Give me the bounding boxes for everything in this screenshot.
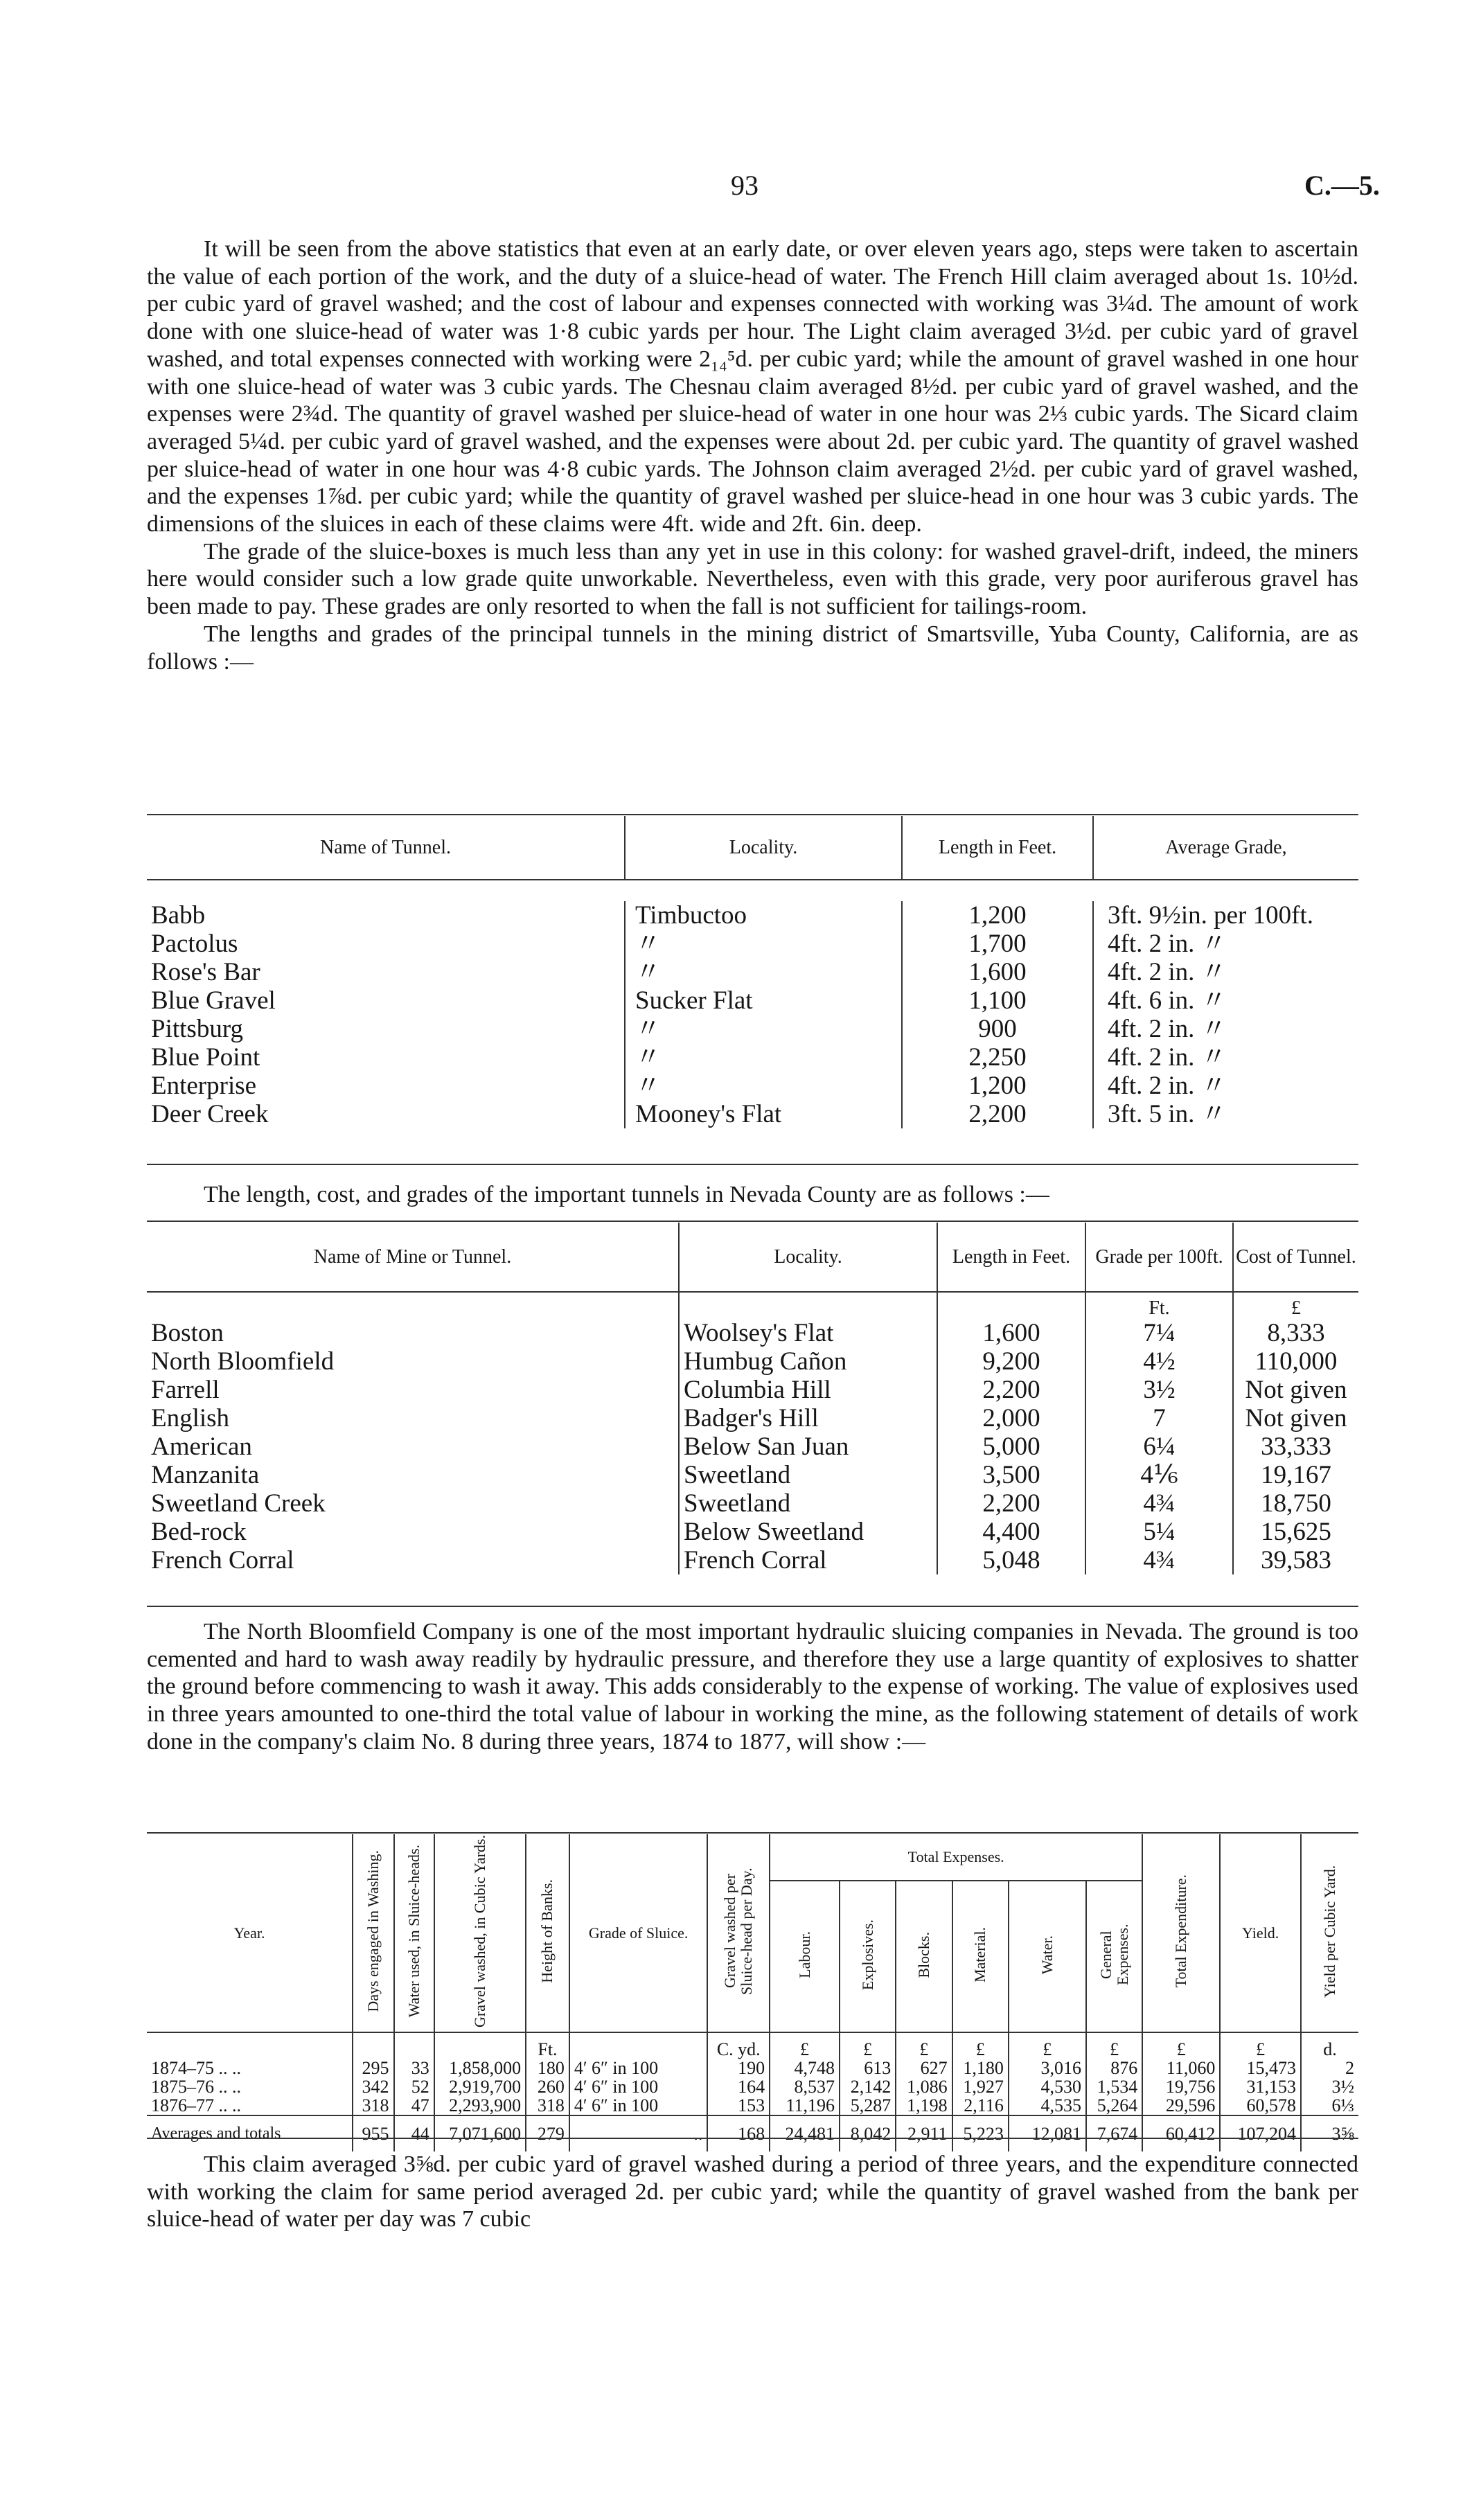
table-cell: 318 (353, 2096, 393, 2115)
grade: 4⅙ (1085, 1461, 1233, 1489)
column-header: Gravel washed per Sluice-head per Day. (721, 1867, 756, 1995)
units-row (147, 2032, 1358, 2059)
mine-name: Sweetland Creek (151, 1489, 326, 1518)
length-feet: 1,600 (937, 1319, 1085, 1347)
table-cell: 2 (1301, 2059, 1358, 2077)
unit-label (353, 2032, 393, 2059)
table-row (147, 1015, 1358, 1043)
locality: Timbuctoo (625, 901, 902, 930)
table-row (147, 986, 1358, 1015)
tunnel-name: Babb (151, 901, 206, 930)
table-cell: 1,858,000 (434, 2059, 526, 2077)
table-cell: 180 (526, 2059, 569, 2077)
table-cell: 15,473 (1220, 2059, 1301, 2077)
column-header: Locality. (625, 816, 902, 880)
table-cell: 1,180 (952, 2059, 1009, 2077)
totals-cell: Averages and totals (151, 2124, 281, 2143)
average-grade: 4ft. 2 in. 〃 (1093, 1043, 1358, 1072)
totals-cell: 107,204 (1220, 2115, 1301, 2151)
cost: 33,333 (1233, 1432, 1358, 1461)
mine-name: Boston (151, 1319, 224, 1347)
locality: 〃 (625, 958, 902, 986)
locality: Mooney's Flat (625, 1100, 902, 1128)
length-feet: 2,200 (937, 1376, 1085, 1404)
length-feet: 2,200 (902, 1100, 1093, 1128)
table-row (147, 1432, 1358, 1461)
length-feet: 1,600 (902, 958, 1093, 986)
table-cell: 613 (840, 2059, 896, 2077)
table-cell: 4,535 (1009, 2096, 1086, 2115)
totals-cell: 5,223 (952, 2115, 1009, 2151)
table-row (147, 930, 1358, 958)
table-cell: 4′ 6″ in 100 (569, 2096, 708, 2115)
column-header: Labour. (795, 1931, 813, 1978)
totals-cell: 12,081 (1009, 2115, 1086, 2151)
mine-name: English (151, 1404, 230, 1432)
totals-cell: 168 (707, 2115, 770, 2151)
grade: 5¼ (1085, 1518, 1233, 1546)
mine-name: American (151, 1432, 252, 1461)
table-cell: 11,196 (770, 2096, 840, 2115)
column-header: General Expenses. (1097, 1924, 1131, 1986)
unit-label: C. yd. (707, 2032, 770, 2059)
table-cell: 1876–77 .. .. (151, 2095, 241, 2116)
totals-cell: 2,911 (896, 2115, 952, 2151)
unit-label (569, 2032, 708, 2059)
locality: 〃 (625, 1015, 902, 1043)
locality: 〃 (625, 930, 902, 958)
table-row (147, 1489, 1358, 1518)
table-cell: 318 (526, 2096, 569, 2115)
paragraph: It will be seen from the above statistics that even at an early date, or over eleven years ago, steps were taken to ascertain the value of each portion of the work, and the duty of a sluice-head of water. The French Hill claim averaged about 1s. 10½d. per cubic yard of gravel washed; and the cost of labour and expenses connected with working was 3¼d. The amount of work done with one sluice-head of water was 1·8 cubic yards per hour. The Light claim averaged 3½d. per cubic yard of gravel washed, and total expenses connected with working were 2₁₄⁵d. per cubic yard; while the amount of gravel washed in one hour with one sluice-head of water was 3 cubic yards. The Chesnau claim averaged 8½d. per cubic yard of gravel washed, and the expenses were 2¾d. The quantity of gravel washed per sluice-head of water in one hour was 2⅓ cubic yards. The Sicard claim averaged 5¼d. per cubic yard of gravel washed, and the expenses were about 2d. per cubic yard. The quantity of gravel washed per sluice-head of water in one hour was 4·8 cubic yards. The Johnson claim averaged 2½d. per cubic yard of gravel washed, and the expenses 1⅞d. per cubic yard; while the quantity of gravel washed per sluice-head in one hour was 3 cubic yards. The dimensions of the sluices in each of these claims were 4ft. wide and 2ft. 6in. deep. (147, 236, 1358, 538)
length-feet: 1,100 (902, 986, 1093, 1015)
length-feet: 1,200 (902, 901, 1093, 930)
unit-label: Ft. (526, 2032, 569, 2059)
table-row (147, 1072, 1358, 1100)
unit-label: £ (1233, 1292, 1358, 1319)
locality: Sweetland (679, 1461, 937, 1489)
tunnel-name: Pactolus (151, 930, 238, 958)
table-cell: 190 (707, 2059, 770, 2077)
column-header: Explosives. (858, 1919, 876, 1991)
column-header: Water. (1038, 1935, 1056, 1975)
table-cell: 153 (707, 2096, 770, 2115)
length-feet: 900 (902, 1015, 1093, 1043)
table-cell: 19,756 (1142, 2077, 1220, 2096)
column-header: Total Expenditure. (1172, 1874, 1190, 1988)
mine-name: Farrell (151, 1376, 220, 1404)
totals-cell: 24,481 (770, 2115, 840, 2151)
units-row (147, 1292, 1358, 1319)
totals-cell: 955 (353, 2115, 393, 2151)
table-row (147, 1319, 1358, 1347)
unit-label: £ (952, 2032, 1009, 2059)
column-header: Height of Banks. (538, 1879, 556, 1983)
unit-label: £ (1142, 2032, 1220, 2059)
table-cell: 3½ (1301, 2077, 1358, 2096)
locality: Badger's Hill (679, 1404, 937, 1432)
table-cell: 1,086 (896, 2077, 952, 2096)
column-header: Water used, in Sluice-heads. (405, 1845, 423, 2018)
cost: 15,625 (1233, 1518, 1358, 1546)
unit-label (147, 2032, 353, 2059)
table-cell: 1874–75 .. .. (151, 2058, 241, 2079)
table-rule (147, 814, 1358, 815)
table-cell: 5,264 (1086, 2096, 1142, 2115)
locality: Humbug Cañon (679, 1347, 937, 1376)
tunnel-name: Blue Point (151, 1043, 260, 1072)
report-code: C.—5. (1304, 170, 1380, 201)
table-rule (147, 1221, 1358, 1222)
table-rule (147, 1164, 1358, 1165)
locality: Sweetland (679, 1489, 937, 1518)
unit-label: £ (770, 2032, 840, 2059)
table-cell: 164 (707, 2077, 770, 2096)
paragraph: The North Bloomfield Company is one of the most important hydraulic sluicing companies in Nevada. The ground is too cemented and hard to wash away readily by hydraulic pressure, and therefore they use a large quantity of explosives to shatter the ground before commencing to wash it away. This adds considerably to the expense of working. The value of explosives used in three years amounted to one-third the total value of labour in working the mine, as the following statement of details of work done in the company's claim No. 8 during three years, 1874 to 1877, will show :— (147, 1619, 1358, 1755)
intro-paragraphs (147, 236, 1358, 675)
mine-name: Manzanita (151, 1461, 260, 1489)
table-cell: 260 (526, 2077, 569, 2096)
average-grade: 3ft. 5 in. 〃 (1093, 1100, 1358, 1128)
grade: 7 (1085, 1404, 1233, 1432)
unit-label: £ (896, 2032, 952, 2059)
table-cell: 2,919,700 (434, 2077, 526, 2096)
average-grade: 4ft. 2 in. 〃 (1093, 1015, 1358, 1043)
paragraph: The grade of the sluice-boxes is much less than any yet in use in this colony: for washed gravel-drift, indeed, the miners here would consider such a low grade quite unworkable. Nevertheless, even with this grade, very poor auriferous gravel has been made to pay. These grades are only resorted to when the fall is not sufficient for tailings-room. (147, 538, 1358, 620)
column-header: Material. (971, 1926, 989, 1983)
paragraph: The lengths and grades of the principal tunnels in the mining district of Smartsville, Yuba County, California, are as follows :— (147, 621, 1358, 675)
locality: Below San Juan (679, 1432, 937, 1461)
cost: 39,583 (1233, 1546, 1358, 1574)
table-row (147, 1376, 1358, 1404)
totals-cell: 44 (394, 2115, 434, 2151)
grade: 3½ (1085, 1376, 1233, 1404)
table-cell: 1875–76 .. .. (151, 2077, 241, 2097)
length-feet: 4,400 (937, 1518, 1085, 1546)
length-feet: 2,250 (902, 1043, 1093, 1072)
unit-label: £ (1009, 2032, 1086, 2059)
locality: Columbia Hill (679, 1376, 937, 1404)
mine-name: Bed-rock (151, 1518, 247, 1546)
average-grade: 4ft. 2 in. 〃 (1093, 930, 1358, 958)
table-row (147, 2077, 1358, 2096)
tunnel-name: Blue Gravel (151, 986, 276, 1015)
unit-label (937, 1292, 1085, 1319)
column-header: Blocks. (914, 1931, 932, 1978)
unit-label (394, 2032, 434, 2059)
length-feet: 1,700 (902, 930, 1093, 958)
tunnel-name: Enterprise (151, 1072, 257, 1100)
table-cell: 52 (394, 2077, 434, 2096)
length-feet: 5,000 (937, 1432, 1085, 1461)
tunnel-name: Deer Creek (151, 1100, 269, 1128)
column-header: Gravel washed, in Cubic Yards. (470, 1835, 488, 2028)
column-header: Length in Feet. (902, 816, 1093, 880)
table-cell: 11,060 (1142, 2059, 1220, 2077)
grade: 4½ (1085, 1347, 1233, 1376)
table-cell: 31,153 (1220, 2077, 1301, 2096)
tunnel-name: Pittsburg (151, 1015, 243, 1043)
table-row (147, 1546, 1358, 1574)
unit-label (434, 2032, 526, 2059)
table-row (147, 1347, 1358, 1376)
average-grade: 3ft. 9½in. per 100ft. (1093, 901, 1358, 930)
north-bloomfield-claim-table (147, 1834, 1358, 2151)
locality: Woolsey's Flat (679, 1319, 937, 1347)
unit-label: Ft. (1085, 1292, 1233, 1319)
table-cell: 2,142 (840, 2077, 896, 2096)
table-cell: 4′ 6″ in 100 (569, 2077, 708, 2096)
column-header: Locality. (679, 1223, 937, 1292)
totals-cell: 8,042 (840, 2115, 896, 2151)
length-feet: 9,200 (937, 1347, 1085, 1376)
column-header: Yield. (1220, 1834, 1301, 2032)
smartsville-tunnels-table (147, 816, 1358, 1128)
grade: 7¼ (1085, 1319, 1233, 1347)
table-cell: 33 (394, 2059, 434, 2077)
totals-cell: 7,071,600 (434, 2115, 526, 2151)
closing-paragraph (147, 2151, 1358, 2233)
table-cell: 1,534 (1086, 2077, 1142, 2096)
north-bloomfield-paragraph (147, 1618, 1358, 1756)
table-cell: 8,537 (770, 2077, 840, 2096)
table-cell: 6⅓ (1301, 2096, 1358, 2115)
table-cell: 1,927 (952, 2077, 1009, 2096)
table-cell: 3,016 (1009, 2059, 1086, 2077)
column-group-header: Total Expenses. (770, 1834, 1142, 1881)
column-header: Grade of Sluice. (569, 1834, 708, 2032)
table-row (147, 1043, 1358, 1072)
table-row (147, 2059, 1358, 2077)
column-header: Grade per 100ft. (1085, 1223, 1233, 1292)
locality: Below Sweetland (679, 1518, 937, 1546)
grade: 4¾ (1085, 1489, 1233, 1518)
average-grade: 4ft. 2 in. 〃 (1093, 1072, 1358, 1100)
table-cell: 627 (896, 2059, 952, 2077)
length-feet: 2,200 (937, 1489, 1085, 1518)
table-rule (147, 1606, 1358, 1607)
table-cell: 4,748 (770, 2059, 840, 2077)
table-cell: 47 (394, 2096, 434, 2115)
grade: 6¼ (1085, 1432, 1233, 1461)
table-cell: 2,116 (952, 2096, 1009, 2115)
cost: 19,167 (1233, 1461, 1358, 1489)
table-rule (147, 2138, 1358, 2139)
mine-name: French Corral (151, 1546, 294, 1574)
table-cell: 342 (353, 2077, 393, 2096)
page-number: 93 (731, 170, 759, 201)
paragraph: The length, cost, and grades of the important tunnels in Nevada County are as follows :— (204, 1182, 1049, 1207)
length-feet: 3,500 (937, 1461, 1085, 1489)
tunnel-name: Rose's Bar (151, 958, 260, 986)
unit-label: £ (1086, 2032, 1142, 2059)
cost: 18,750 (1233, 1489, 1358, 1518)
column-header: Cost of Tunnel. (1233, 1223, 1358, 1292)
unit-label: £ (840, 2032, 896, 2059)
table-row (147, 1518, 1358, 1546)
table-cell: 4,530 (1009, 2077, 1086, 2096)
table-rule (147, 1832, 1358, 1834)
table-row (147, 1461, 1358, 1489)
column-header: Yield per Cubic Yard. (1320, 1865, 1338, 1998)
totals-cell: 7,674 (1086, 2115, 1142, 2151)
length-feet: 1,200 (902, 1072, 1093, 1100)
table-cell: 60,578 (1220, 2096, 1301, 2115)
cost: 8,333 (1233, 1319, 1358, 1347)
column-header: Name of Mine or Tunnel. (313, 1245, 512, 1268)
column-header: Days engaged in Washing. (364, 1850, 382, 2012)
column-header: Year. (233, 1924, 265, 1942)
cost: Not given (1233, 1376, 1358, 1404)
locality: 〃 (625, 1072, 902, 1100)
table-row (147, 1404, 1358, 1432)
column-header: Length in Feet. (937, 1223, 1085, 1292)
table-row (147, 901, 1358, 930)
table-cell: 29,596 (1142, 2096, 1220, 2115)
cost: Not given (1233, 1404, 1358, 1432)
paragraph: This claim averaged 3⅝d. per cubic yard of gravel washed during a period of three years, and the expenditure connected with working the claim for same period averaged 2d. per cubic yard; while the quantity of gravel washed from the bank per sluice-head of water per day was 7 cubic (147, 2151, 1358, 2233)
unit-label (679, 1292, 937, 1319)
totals-row (147, 2115, 1358, 2151)
table-cell: 2,293,900 (434, 2096, 526, 2115)
table-row (147, 1100, 1358, 1128)
length-feet: 2,000 (937, 1404, 1085, 1432)
locality: French Corral (679, 1546, 937, 1574)
grade: 4¾ (1085, 1546, 1233, 1574)
mine-name: North Bloomfield (151, 1347, 335, 1376)
table-cell: 5,287 (840, 2096, 896, 2115)
table-cell: 876 (1086, 2059, 1142, 2077)
unit-label: d. (1301, 2032, 1358, 2059)
table-cell: 1,198 (896, 2096, 952, 2115)
table-row (147, 2096, 1358, 2115)
locality: 〃 (625, 1043, 902, 1072)
locality: Sucker Flat (625, 986, 902, 1015)
column-header: Average Grade, (1093, 816, 1358, 880)
totals-cell: .. (569, 2115, 708, 2151)
table-cell: 295 (353, 2059, 393, 2077)
totals-cell: 279 (526, 2115, 569, 2151)
average-grade: 4ft. 6 in. 〃 (1093, 986, 1358, 1015)
totals-cell: 60,412 (1142, 2115, 1220, 2151)
nevada-intro (147, 1181, 1358, 1209)
column-header: Name of Tunnel. (320, 836, 451, 858)
totals-cell: 3⅝ (1301, 2115, 1358, 2151)
cost: 110,000 (1233, 1347, 1358, 1376)
table-row (147, 958, 1358, 986)
table-cell: 4′ 6″ in 100 (569, 2059, 708, 2077)
unit-label (147, 1292, 679, 1319)
length-feet: 5,048 (937, 1546, 1085, 1574)
nevada-tunnels-table (147, 1223, 1358, 1574)
average-grade: 4ft. 2 in. 〃 (1093, 958, 1358, 986)
unit-label: £ (1220, 2032, 1301, 2059)
